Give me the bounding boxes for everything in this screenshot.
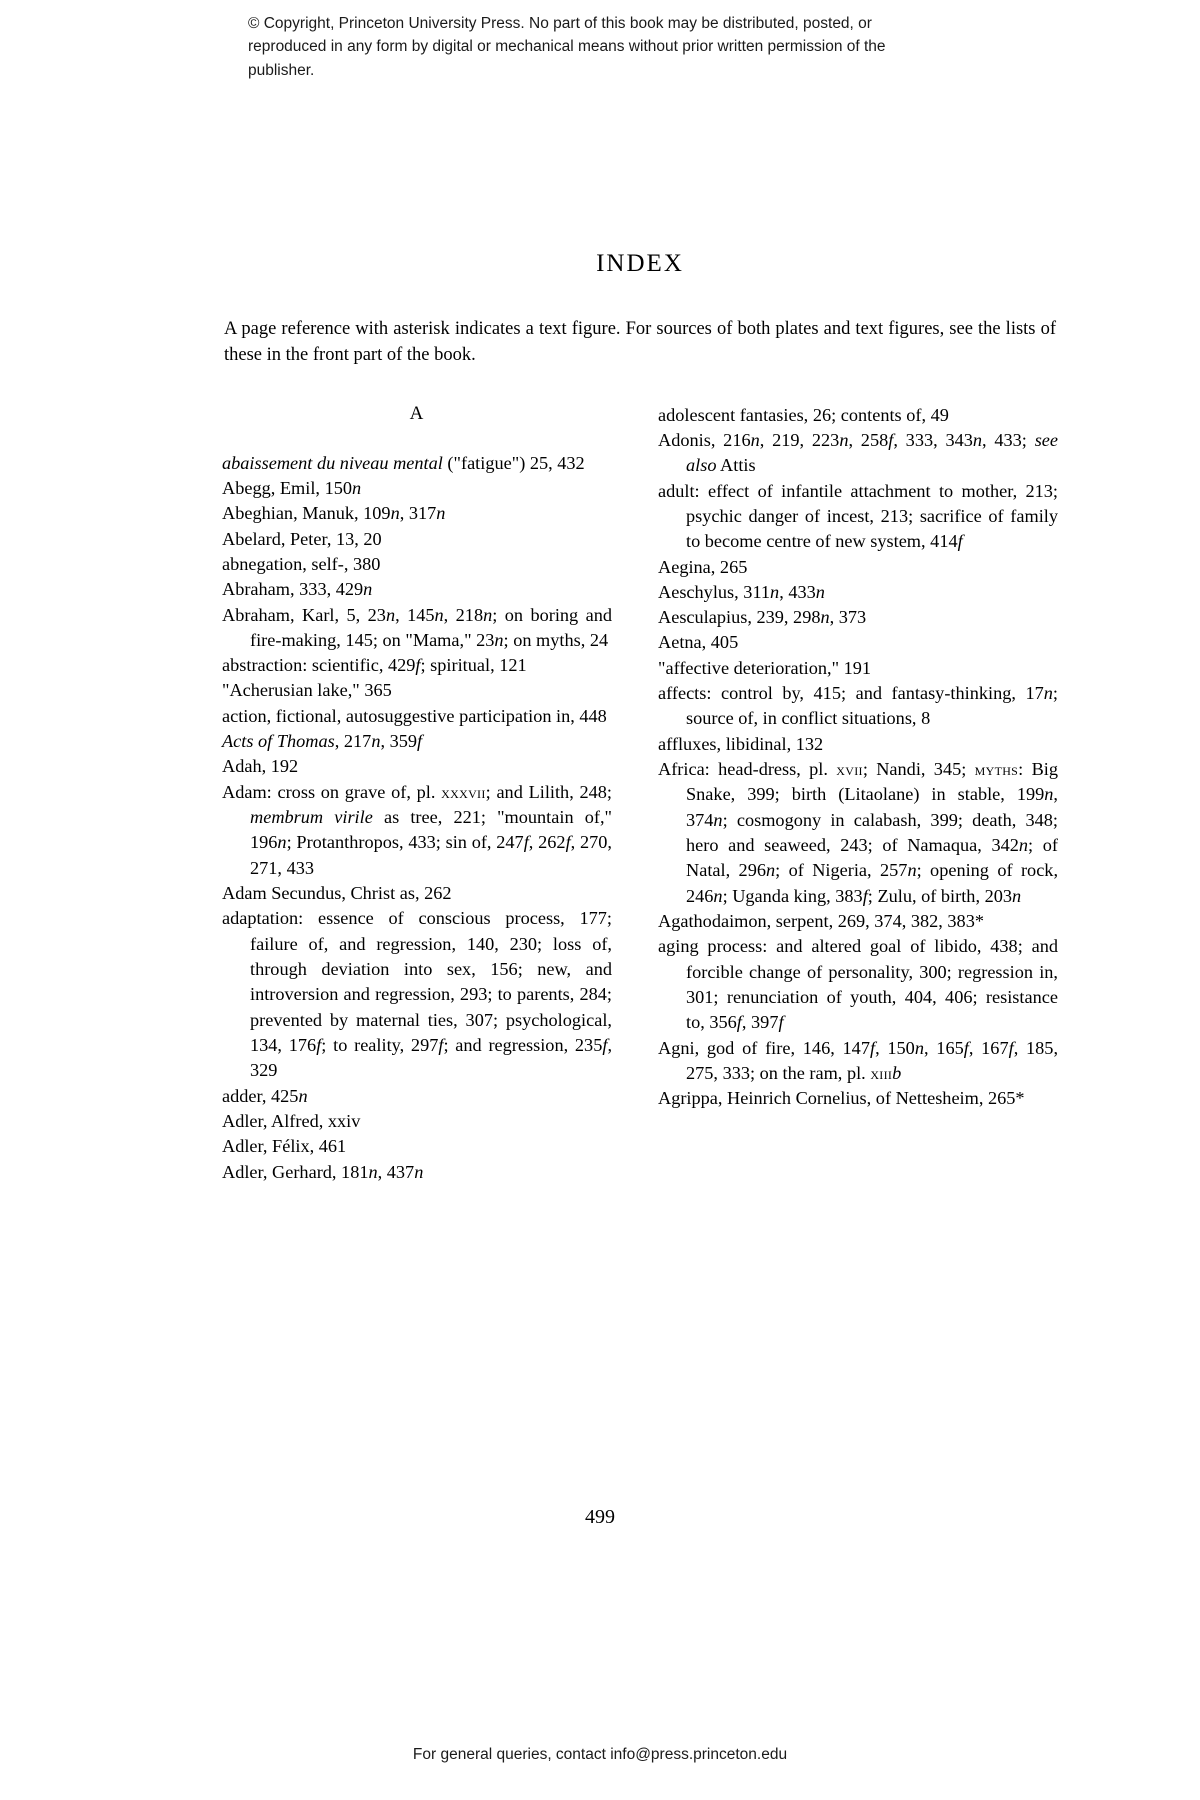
index-entry: "affective deterioration," 191	[658, 657, 872, 678]
index-entry-list-left	[222, 451, 612, 1186]
index-entry: Abelard, Peter, 13, 20	[222, 528, 382, 549]
index-entry-list-right	[658, 403, 1058, 1112]
index-entry: adult: effect of infantile attachment to mother, 213; psychic danger of incest, 213; sacrifice of family to become centre of new system, 414f	[658, 480, 1058, 552]
letter-heading: A	[409, 402, 425, 424]
index-entry: Aesculapius, 239, 298n, 373	[658, 607, 867, 628]
index-entry: Acts of Thomas, 217n, 359f	[222, 731, 423, 752]
page-title: INDEX	[596, 250, 684, 277]
copyright-notice: © Copyright, Princeton University Press. No part of this book may be distributed, posted, or reproduced in any form by digital or mechanical means without prior written permission of the publisher.	[248, 15, 886, 79]
index-entry: aging process: and altered goal of libido, 438; and forcible change of personality, 300; regression in, 301; renunciation of youth, 404, 406; resistance to, 356f, 397f	[658, 936, 1058, 1033]
index-entry: Aegina, 265	[658, 556, 748, 577]
index-entry: affects: control by, 415; and fantasy-thinking, 17n; source of, in conflict situations, 8	[658, 683, 1058, 729]
index-entry: Abeghian, Manuk, 109n, 317n	[222, 503, 446, 524]
index-entry: adaptation: essence of conscious process, 177; failure of, and regression, 140, 230; loss of, through deviation into sex, 156; new, and introversion and regression, 293; to parents, 284; prevented by maternal ties, 307; psychological, 134, 176f; to reality, 297f; and regression, 235f, 329	[222, 908, 613, 1081]
index-entry: adolescent fantasies, 26; contents of, 49	[658, 404, 949, 425]
index-columns	[222, 403, 1058, 1186]
index-entry: action, fictional, autosuggestive participation in, 448	[222, 705, 607, 726]
footer-query-line: For general queries, contact info@press.princeton.edu	[412, 1746, 788, 1763]
index-entry: abstraction: scientific, 429f; spiritual, 121	[222, 655, 527, 676]
index-entry: abaissement du niveau mental ("fatigue") 25, 432	[222, 452, 585, 473]
index-page-body	[222, 250, 1058, 1185]
index-entry: Africa: head-dress, pl. xvii; Nandi, 345; myths: Big Snake, 399; birth (Litaolane) in stable, 199n, 374n; cosmogony in calabash, 399; death, 348; hero and seaweed, 243; of Namaqua, 342n; of Natal, 296n; of Nigeria, 257n; opening of rock, 246n; Uganda king, 383f; Zulu, of birth, 203n	[658, 759, 1059, 906]
index-entry: Agathodaimon, serpent, 269, 374, 382, 383*	[658, 911, 984, 932]
index-entry: Adler, Alfred, xxiv	[222, 1111, 361, 1132]
index-entry: Adam: cross on grave of, pl. xxxvii; and Lilith, 248; membrum virile as tree, 221; "mountain of," 196n; Protanthropos, 433; sin of, 247f, 262f, 270, 271, 433	[222, 781, 612, 878]
index-entry: Aeschylus, 311n, 433n	[658, 581, 825, 602]
index-headnote: A page reference with asterisk indicates a text figure. For sources of both plates and text figures, see the lists of these in the front part of the book.	[224, 319, 1056, 366]
index-entry: Aetna, 405	[658, 632, 739, 653]
index-entry: abnegation, self-, 380	[222, 553, 381, 574]
index-entry: Agni, god of fire, 146, 147f, 150n, 165f, 167f, 185, 275, 333; on the ram, pl. xiiib	[658, 1037, 1059, 1084]
index-entry: Adler, Félix, 461	[222, 1136, 347, 1157]
index-column-right	[658, 403, 1058, 1112]
index-entry: "Acherusian lake," 365	[222, 680, 392, 701]
index-entry: adder, 425n	[222, 1085, 308, 1106]
index-entry: Abraham, Karl, 5, 23n, 145n, 218n; on boring and fire-making, 145; on "Mama," 23n; on myths, 24	[222, 604, 613, 650]
index-entry: Adonis, 216n, 219, 223n, 258f, 333, 343n, 433; see also Attis	[658, 429, 1059, 476]
index-column-left	[222, 403, 612, 1186]
index-entry: Agrippa, Heinrich Cornelius, of Nettesheim, 265*	[658, 1088, 1025, 1109]
index-entry: Adler, Gerhard, 181n, 437n	[222, 1161, 424, 1182]
index-entry: Adam Secundus, Christ as, 262	[222, 883, 452, 904]
index-entry: Adah, 192	[222, 756, 299, 777]
index-entry: affluxes, libidinal, 132	[658, 733, 824, 754]
page-number: 499	[585, 1506, 615, 1528]
index-entry: Abegg, Emil, 150n	[222, 477, 362, 498]
index-entry: Abraham, 333, 429n	[222, 579, 373, 600]
